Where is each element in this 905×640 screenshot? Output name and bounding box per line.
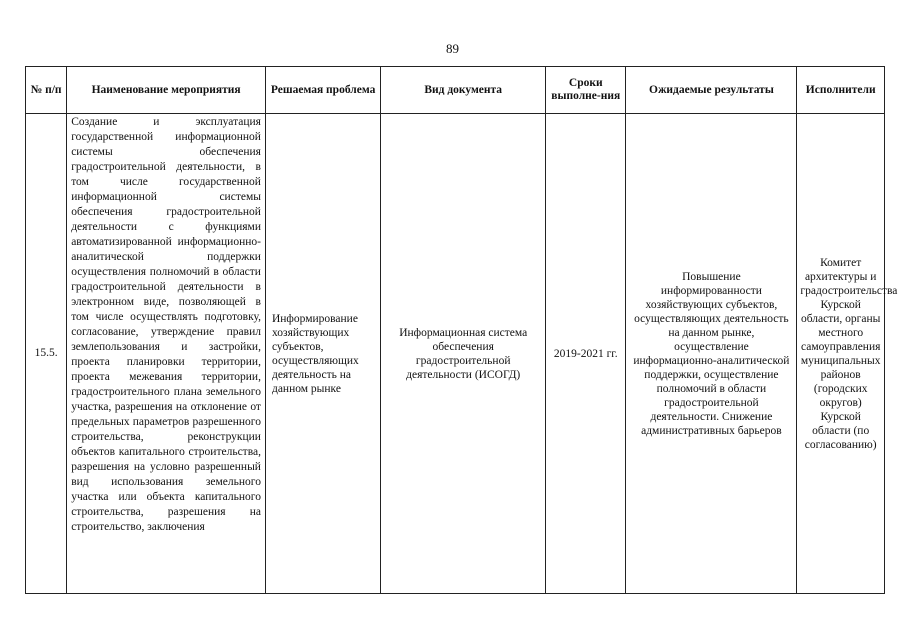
header-num: № п/п	[26, 67, 67, 114]
cell-num: 15.5.	[26, 114, 67, 594]
cell-doc-type: Информационная система обеспечения градостроительной деятельности (ИСОГД)	[381, 114, 546, 594]
header-deadline: Сроки выполне-ния	[546, 67, 626, 114]
page-number: 89	[446, 41, 459, 56]
header-problem: Решаемая проблема	[265, 67, 380, 114]
cell-name-text: Создание и эксплуатация государственной информационной системы обеспечения градостроительной деятельности, в том числе государственной информационной системы обеспечения градостроительной деятельности с функциями автоматизированной информационно-аналитической поддержки осуществления полномочий в области градостроительной деятельности в электронном виде, позволяющей в том числе осуществлять подготовку, согласование, утверждение правил землепользования и застройки, проекта планировки территории, проекта межевания территории, градостроительного плана земельного участка, разрешения на отклонение от предельных параметров разрешенного строительства, реконструкции объектов капитального строительства, разрешения на условно разрешенный вид использования земельного участка или объекта капитального строительства, разрешения на строительство, заключения	[71, 116, 261, 533]
cell-problem: Информирование хозяйствующих субъектов, осуществляющих деятельность на данном рынке	[265, 114, 380, 594]
header-doc-type: Вид документа	[381, 67, 546, 114]
table-row	[26, 114, 885, 594]
cell-deadline: 2019-2021 гг.	[546, 114, 626, 594]
measures-table	[25, 66, 898, 594]
cell-name	[67, 114, 266, 594]
cell-results: Повышение информированности хозяйствующих субъектов, осуществляющих деятельность на данном рынке, осуществление информационно-аналитической поддержки, осуществление полномочий в области градостроительной деятельности. Снижение административных барьеров	[626, 114, 797, 594]
table-header-row	[26, 67, 885, 114]
cell-executors: Комитет архитектуры и градостроительства Курской области, органы местного самоуправления муниципальных районов (городских округов) Курской области (по согласованию)	[797, 114, 885, 594]
header-results: Ожидаемые результаты	[626, 67, 797, 114]
header-executors: Исполнители	[797, 67, 885, 114]
header-name: Наименование мероприятия	[67, 67, 266, 114]
